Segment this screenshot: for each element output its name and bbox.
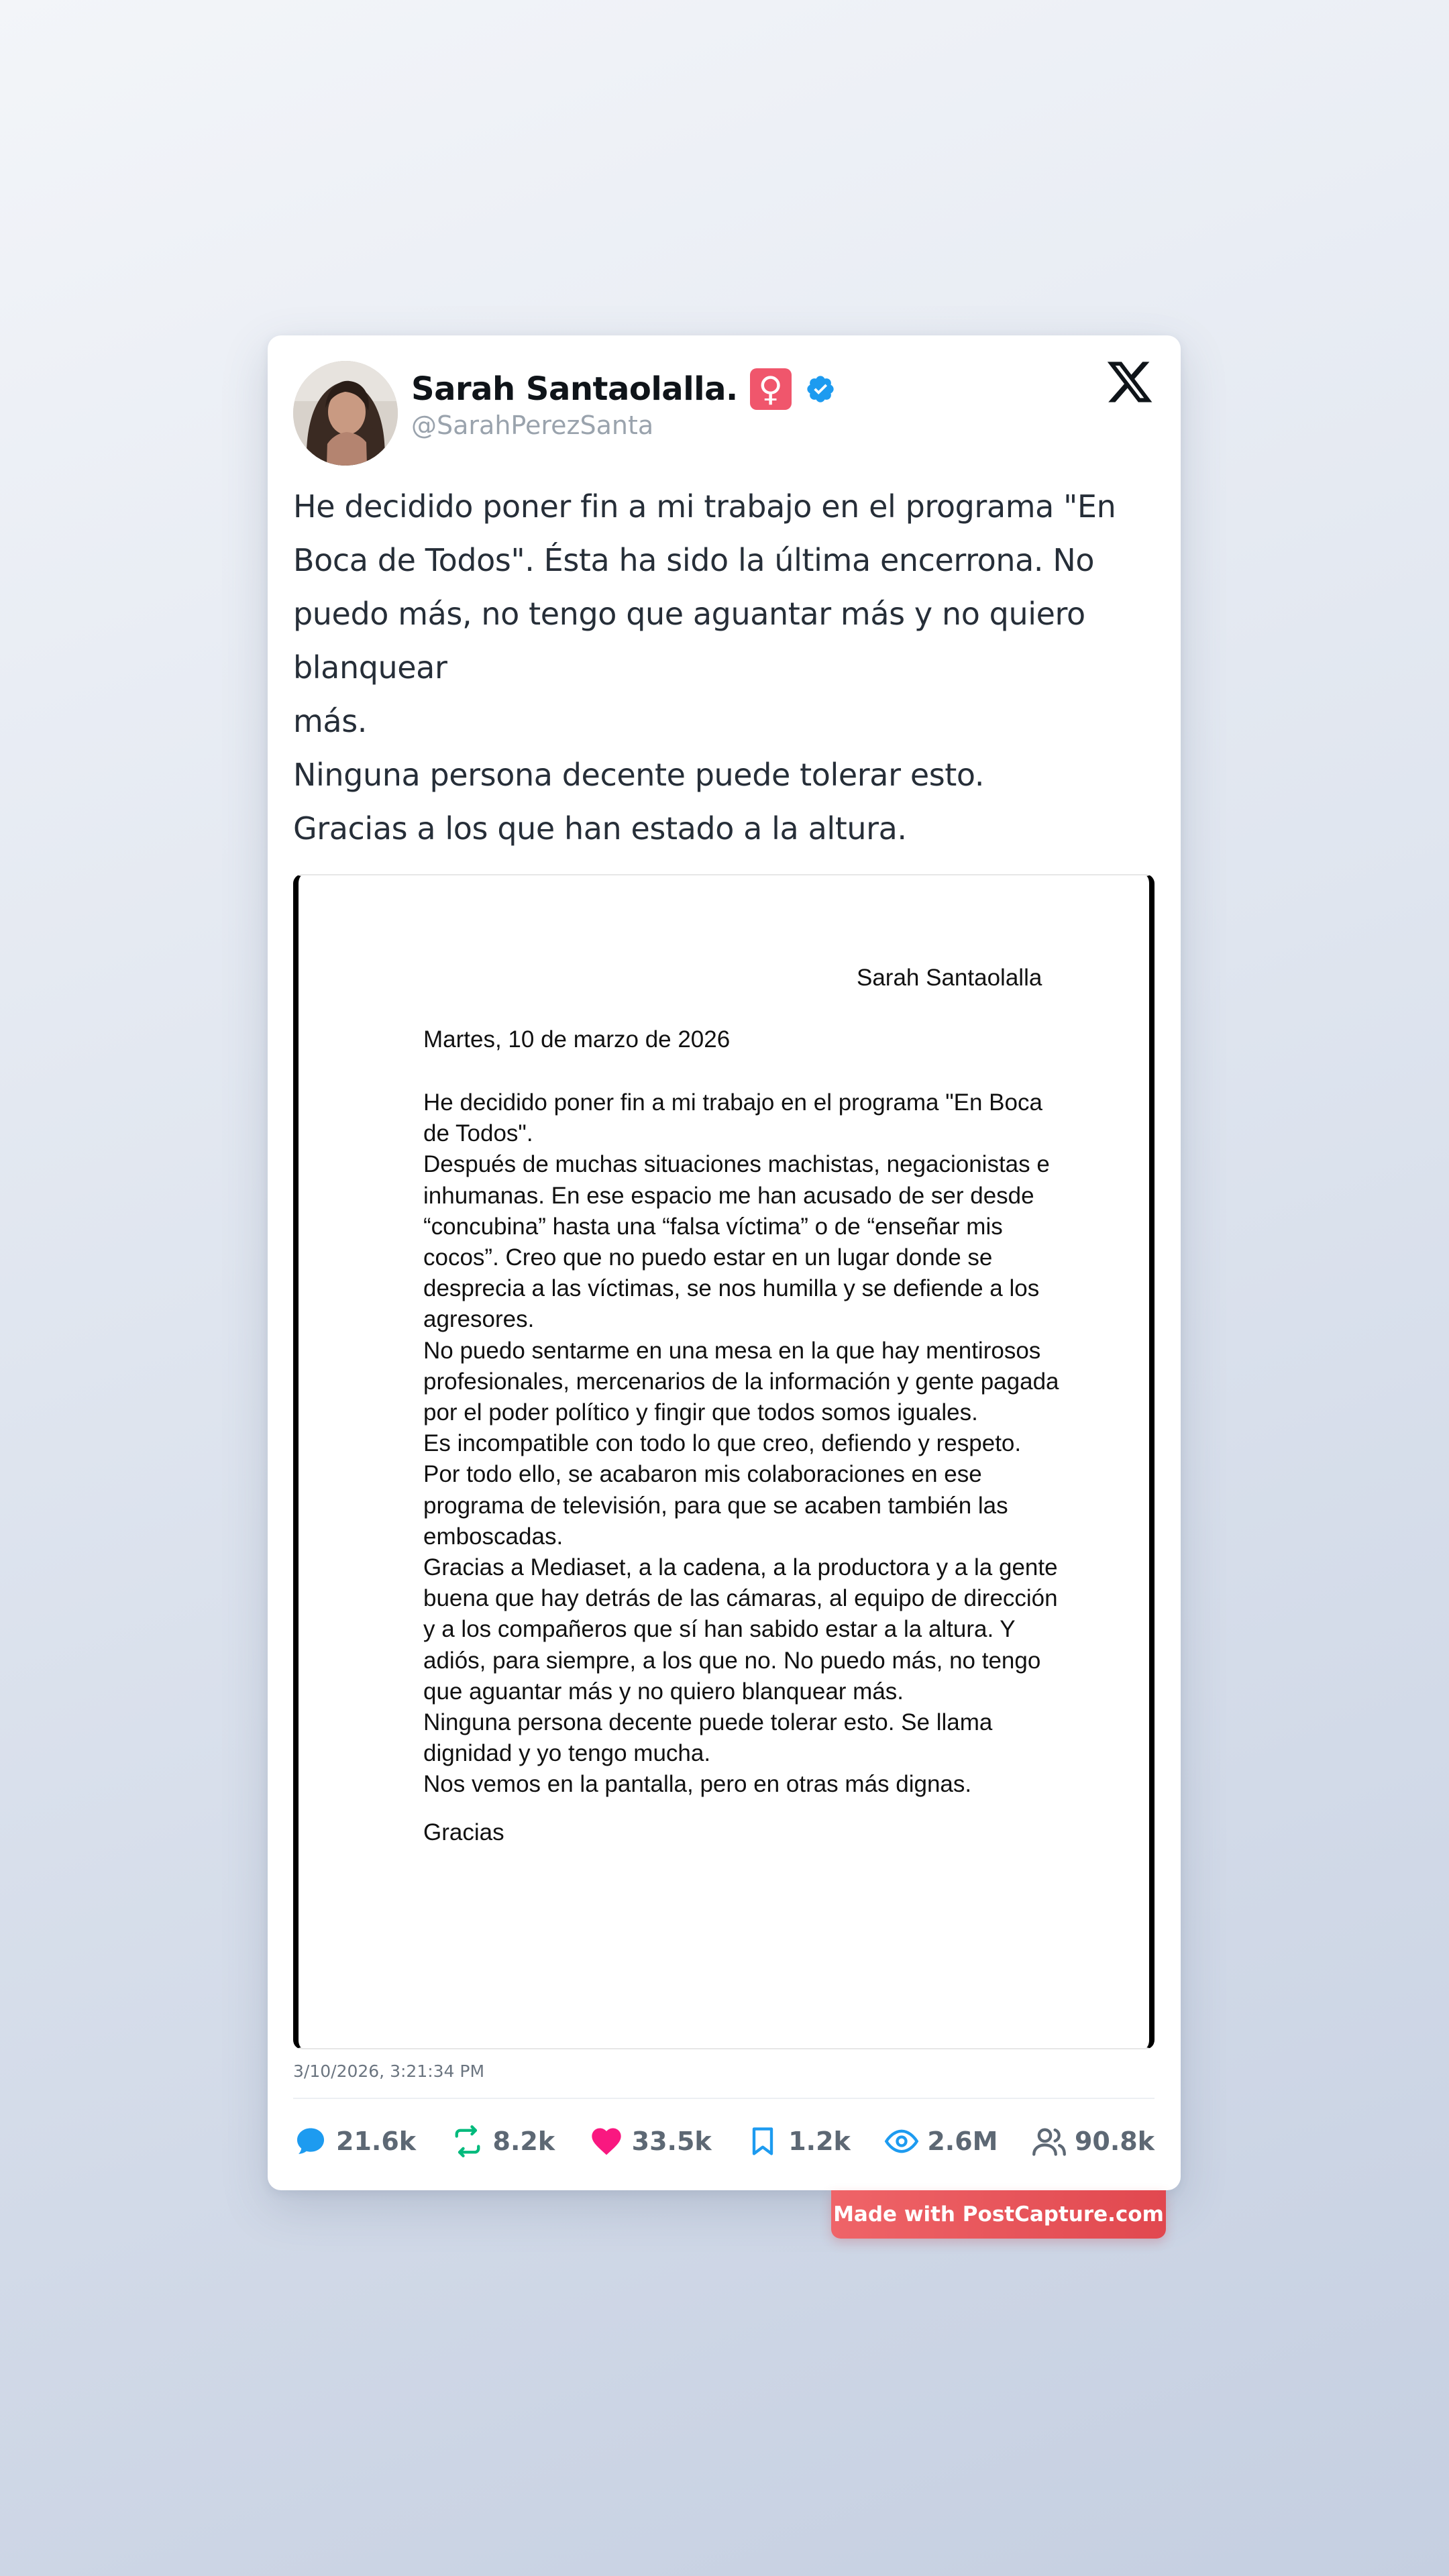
engagement-stats bbox=[293, 2121, 1155, 2161]
letter-line: de Todos". bbox=[423, 1120, 533, 1147]
verified-badge-icon bbox=[805, 374, 836, 405]
letter-line: Ninguna persona decente puede tolerar esto. Se llama bbox=[423, 1709, 993, 1736]
retweets-count: 8.2k bbox=[492, 2127, 555, 2156]
followers-count: 90.8k bbox=[1074, 2127, 1155, 2156]
letter-date: Martes, 10 de marzo de 2026 bbox=[423, 1026, 731, 1053]
letter-line: No puedo sentarme en una mesa en la que hay mentirosos bbox=[423, 1337, 1041, 1364]
letter-line: buena que hay detrás de las cámaras, al equipo de dirección bbox=[423, 1585, 1058, 1612]
letter-line: Después de muchas situaciones machistas, negacionistas e bbox=[423, 1151, 1050, 1178]
attached-letter-image[interactable] bbox=[293, 874, 1155, 2049]
letter-line: Por todo ello, se acabaron mis colaboraciones en ese bbox=[423, 1461, 982, 1488]
bookmark-icon bbox=[745, 2124, 780, 2159]
replies-stat[interactable] bbox=[293, 2124, 416, 2159]
letter-line: profesionales, mercenarios de la información y gente pagada bbox=[423, 1368, 1059, 1395]
letter-line: He decidido poner fin a mi trabajo en el programa "En Boca bbox=[423, 1089, 1042, 1116]
letter-line: Es incompatible con todo lo que creo, defiendo y respeto. bbox=[423, 1430, 1022, 1457]
tweet-card bbox=[268, 335, 1181, 2190]
tweet-text-line: Boca de Todos". Ésta ha sido la última encerrona. No bbox=[293, 542, 1095, 578]
tweet-text-line: más. bbox=[293, 703, 367, 739]
author-name-row bbox=[411, 362, 836, 416]
views-stat[interactable] bbox=[884, 2124, 998, 2159]
stats-divider bbox=[293, 2098, 1155, 2099]
views-count: 2.6M bbox=[927, 2127, 998, 2156]
letter-line: y a los compañeros que sí han sabido estar a la altura. Y bbox=[423, 1616, 1016, 1643]
avatar-photo bbox=[293, 361, 398, 466]
letter-line: agresores. bbox=[423, 1306, 535, 1333]
tweet-text bbox=[293, 480, 1152, 855]
avatar[interactable] bbox=[293, 361, 398, 466]
letter-line: cocos”. Creo que no puedo estar en un lugar donde se bbox=[423, 1244, 993, 1271]
likes-count: 33.5k bbox=[631, 2127, 712, 2156]
letter-line: Nos vemos en la pantalla, pero en otras más dignas. bbox=[423, 1771, 972, 1798]
post-timestamp[interactable]: 3/10/2026, 3:21:34 PM bbox=[293, 2061, 485, 2081]
heart-icon bbox=[589, 2124, 624, 2159]
letter-line: desprecia a las víctimas, se nos humilla y se defiende a los bbox=[423, 1275, 1040, 1302]
letter-line: Gracias a Mediaset, a la cadena, a la productora y a la gente bbox=[423, 1554, 1058, 1581]
display-name[interactable]: Sarah Santaolalla. bbox=[411, 370, 738, 408]
tweet-text-line: Gracias a los que han estado a la altura. bbox=[293, 810, 907, 847]
letter-line: “concubina” hasta una “falsa víctima” o de “enseñar mis bbox=[423, 1213, 1003, 1240]
eye-icon bbox=[884, 2124, 919, 2159]
replies-count: 21.6k bbox=[336, 2127, 417, 2156]
tweet-text-line: Ninguna persona decente puede tolerar esto. bbox=[293, 757, 985, 793]
letter-line: dignidad y yo tengo mucha. bbox=[423, 1740, 711, 1767]
letter-line: que aguantar más y no quiero blanquear más. bbox=[423, 1678, 904, 1705]
letter-line: emboscadas. bbox=[423, 1523, 564, 1550]
bookmarks-count: 1.2k bbox=[788, 2127, 851, 2156]
female-sign-emoji: ♀ bbox=[750, 368, 792, 410]
retweets-stat[interactable] bbox=[450, 2124, 555, 2159]
postcapture-watermark[interactable]: Made with PostCapture.com bbox=[831, 2190, 1166, 2239]
letter-line: por el poder político y fingir que todos somos iguales. bbox=[423, 1399, 978, 1426]
letter-line: inhumanas. En ese espacio me han acusado de ser desde bbox=[423, 1182, 1034, 1209]
users-icon bbox=[1032, 2124, 1067, 2159]
letter-body bbox=[423, 1087, 1059, 1801]
reply-icon bbox=[293, 2124, 328, 2159]
tweet-text-line: blanquear bbox=[293, 649, 447, 686]
tweet-text-line: He decidido poner fin a mi trabajo en el programa "En bbox=[293, 488, 1116, 525]
letter-line: adiós, para siempre, a los que no. No puedo más, no tengo bbox=[423, 1647, 1041, 1674]
author-handle[interactable]: @SarahPerezSanta bbox=[411, 411, 654, 440]
tweet-text-line: puedo más, no tengo que aguantar más y no quiero bbox=[293, 596, 1085, 632]
bookmarks-stat[interactable] bbox=[745, 2124, 851, 2159]
letter-line: programa de televisión, para que se acaben también las bbox=[423, 1492, 1008, 1519]
followers-stat[interactable] bbox=[1032, 2124, 1155, 2159]
letter-document bbox=[299, 875, 1149, 2048]
likes-stat[interactable] bbox=[589, 2124, 712, 2159]
letter-closing: Gracias bbox=[423, 1819, 504, 1845]
x-logo-icon[interactable] bbox=[1105, 360, 1155, 407]
retweet-icon bbox=[450, 2124, 485, 2159]
letter-sender: Sarah Santaolalla bbox=[857, 965, 1042, 991]
